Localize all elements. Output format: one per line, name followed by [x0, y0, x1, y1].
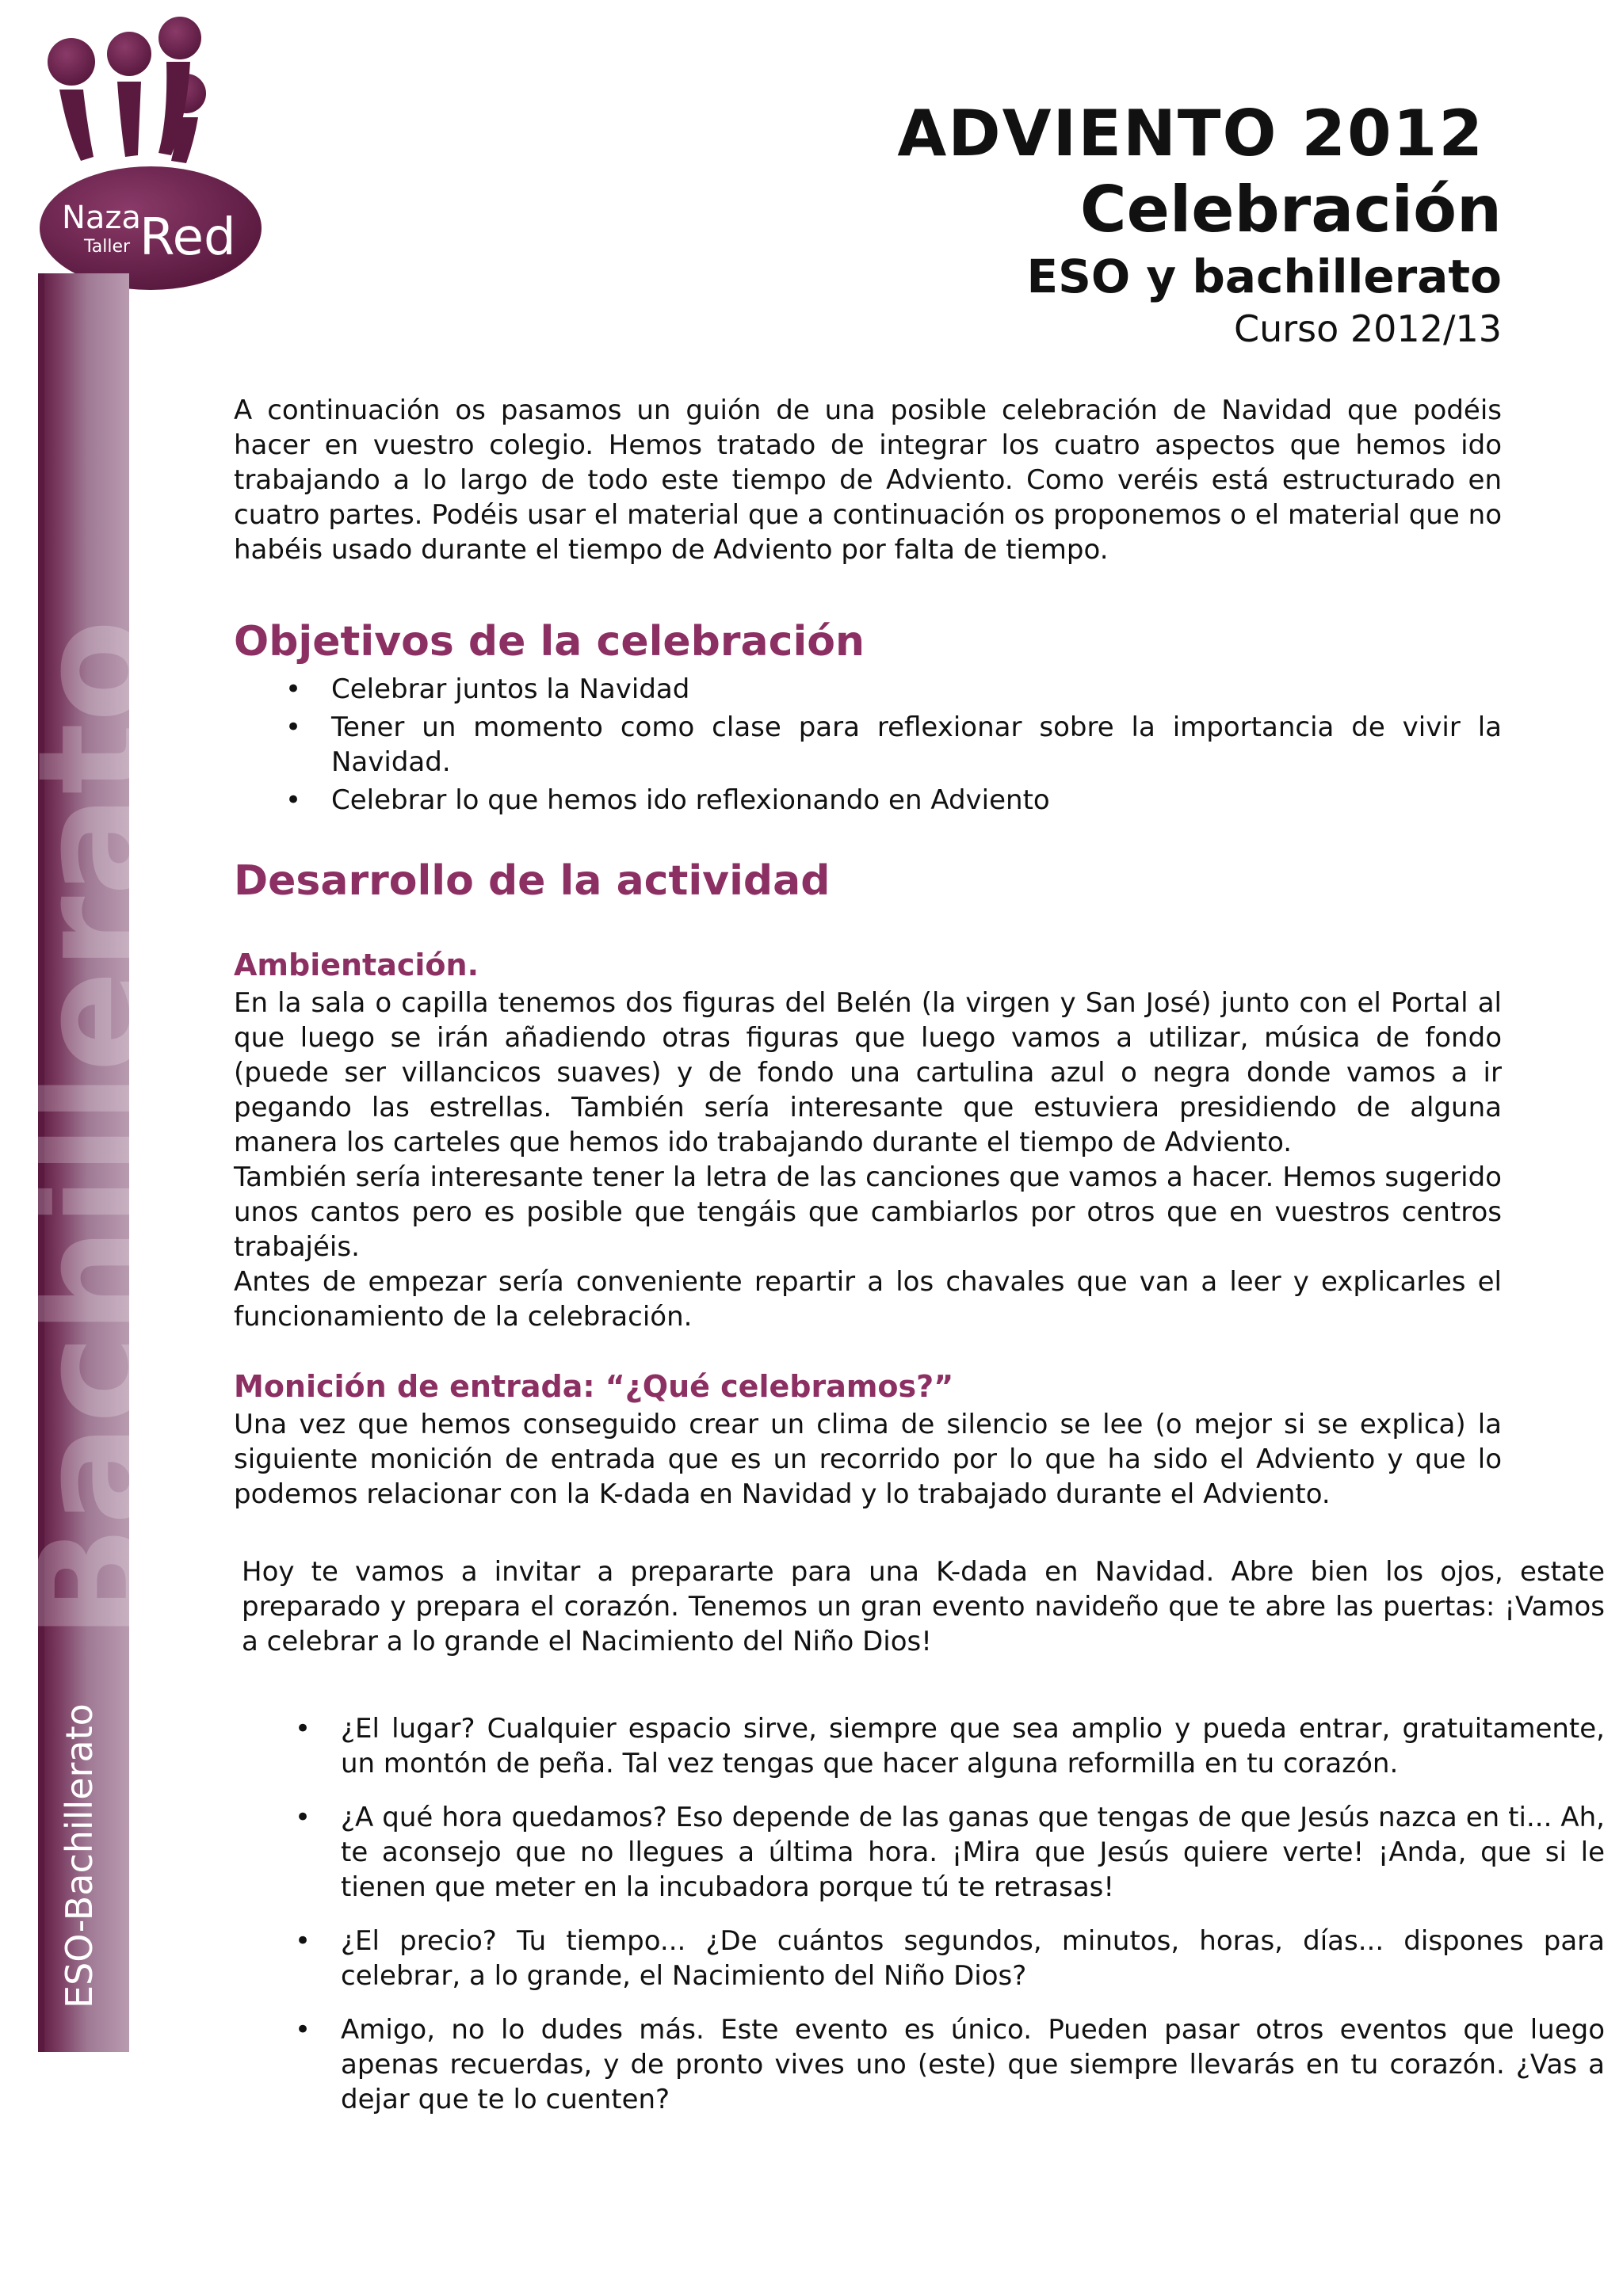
invitation-list	[341, 1711, 1605, 2117]
page-subtitle: Celebración	[1079, 173, 1502, 246]
sidebar-label: ESO-Bachillerato	[58, 1703, 101, 2008]
logo-text-naza: Naza	[62, 200, 141, 236]
development-heading: Desarrollo de la actividad	[234, 857, 831, 905]
list-item: • Amigo, no lo dudes más. Este evento es único. Pueden pasar otros eventos que luego apenas recuerdas, y de pronto vives uno (este) que siempre llevarás en tu corazón. ¿Vas a dejar que te lo cuenten?	[341, 2012, 1605, 2117]
list-item: • Celebrar juntos la Navidad	[331, 672, 1502, 707]
list-item: • Celebrar lo que hemos ido reflexionando en Adviento	[331, 783, 1502, 818]
ambientacion-heading: Ambientación.	[234, 948, 479, 982]
ambientacion-paragraph: También sería interesante tener la letra de las canciones que vamos a hacer. Hemos sugerido unos cantos pero es posible que tengáis que cambiarlos por otros que en vuestros centros trabajéis.	[234, 1161, 1502, 1263]
sidebar-watermark: Bachillerato	[6, 619, 181, 1640]
list-item: • ¿El precio? Tu tiempo... ¿De cuántos segundos, minutos, horas, días... dispones para celebrar, a lo grande, el Nacimiento del Niño Dios?	[341, 1924, 1605, 1993]
objectives-list	[331, 672, 1502, 818]
invitation-paragraph: Hoy te vamos a invitar a prepararte para una K-dada en Navidad. Abre bien los ojos, estate preparado y prepara el corazón. Tenemos un gran evento navideño que te abre las puertas: ¡Vamos a celebrar a lo grande el Nacimiento del Niño Dios!	[242, 1556, 1605, 1657]
logo-text-red: Red	[139, 208, 236, 267]
list-item: • ¿A qué hora quedamos? Eso depende de las ganas que tengas de que Jesús nazca en ti... Ah, te aconsejo que no llegues a última hora. ¡Mira que Jesús quiere verte! ¡Anda, que si le tienen que meter en la incubadora porque tú te retrasas!	[341, 1800, 1605, 1905]
page-audience: ESO y bachillerato	[1026, 250, 1502, 303]
logo-text-taller: Taller	[84, 237, 131, 257]
ambientacion-paragraph: Antes de empezar sería conveniente repartir a los chavales que van a leer y explicarles el funcionamiento de la celebración.	[234, 1266, 1502, 1333]
page-title: ADVIENTO 2012	[897, 97, 1484, 170]
objectives-heading: Objetivos de la celebración	[234, 618, 865, 666]
page-course: Curso 2012/13	[1233, 307, 1502, 350]
ambientacion-text	[234, 986, 1502, 1334]
nazaret-logo	[32, 14, 262, 292]
list-item: • ¿El lugar? Cualquier espacio sirve, siempre que sea amplio y pueda entrar, gratuitamente, un montón de peña. Tal vez tengas que hacer alguna reformilla en tu corazón.	[341, 1711, 1605, 1781]
intro-paragraph: A continuación os pasamos un guión de una posible celebración de Navidad que podéis hacer en vuestro colegio. Hemos tratado de integrar los cuatro aspectos que hemos ido trabajando a lo largo de todo este tiempo de Adviento. Como veréis está estructurado en cuatro partes. Podéis usar el material que a continuación os proponemos o el material que no habéis usado durante el tiempo de Adviento por falta de tiempo.	[234, 395, 1502, 566]
ambientacion-paragraph: En la sala o capilla tenemos dos figuras del Belén (la virgen y San José) junto con el Portal al que luego se irán añadiendo otras figuras que luego vamos a utilizar, música de fondo (puede ser villancicos suaves) y de fondo una cartulina azul o negra donde vamos a ir pegando las estrellas. También sería interesante que estuviera presidiendo de alguna manera los carteles que hemos ido trabajando durante el tiempo de Adviento.	[234, 987, 1502, 1158]
monicion-text: Una vez que hemos conseguido crear un clima de silencio se lee (o mejor si se explica) la siguiente monición de entrada que es un recorrido por lo que ha sido el Adviento y que lo podemos relacionar con la K-dada en Navidad y lo trabajado durante el Adviento.	[234, 1409, 1502, 1510]
monicion-heading: Monición de entrada: “¿Qué celebramos?”	[234, 1369, 954, 1404]
list-item: • Tener un momento como clase para reflexionar sobre la importancia de vivir la Navidad.	[331, 710, 1502, 780]
